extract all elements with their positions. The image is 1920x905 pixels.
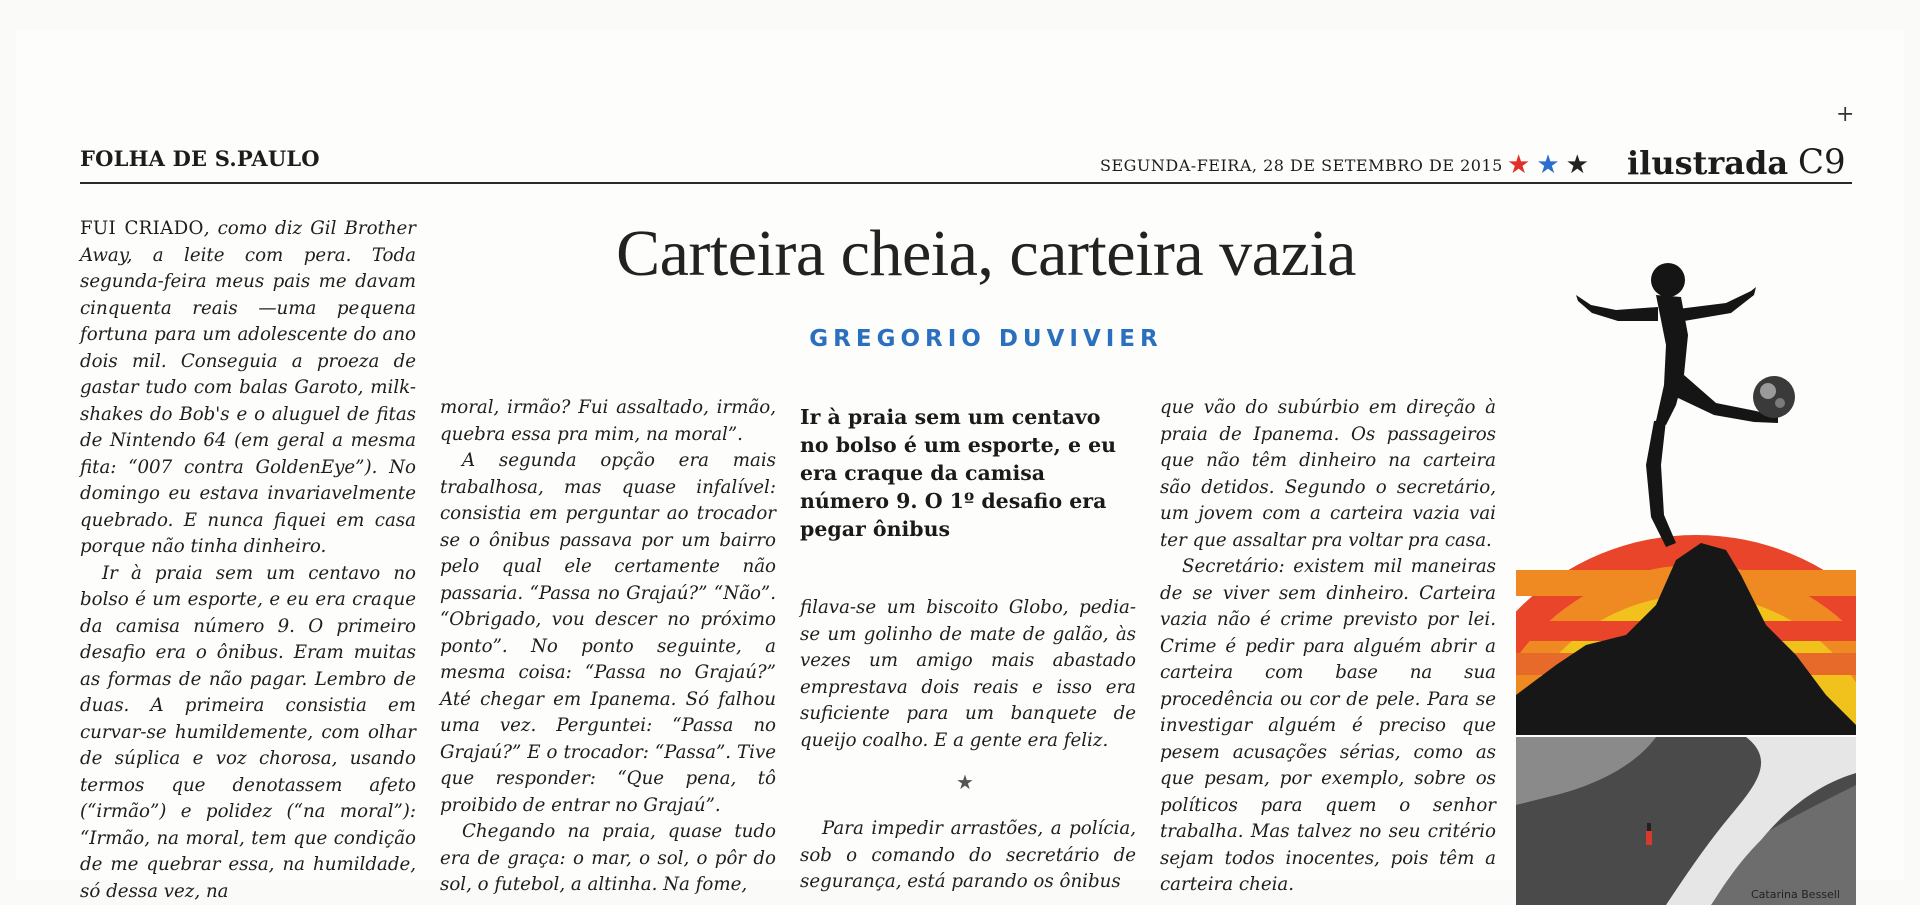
paragraph: que vão do subúrbio em direção à praia de Ipanema. Os passageiros que não têm dinheiro na carteira são detidos. Segundo o secretário, um jovem com a carteira vazia vai ter que assaltar pra voltar pra casa. <box>1160 395 1496 554</box>
newspaper-name: FOLHA DE S.PAULO <box>80 146 320 171</box>
paragraph: A segunda opção era mais trabalhosa, mas quase infalível: consistia em perguntar ao trocador se o ônibus passava por um bairro pelo qual ele certamente não passaria. “Passa no Grajaú?” “Não”. “Obrigado, vou descer no próximo ponto”. No ponto seguinte, a mesma coisa: “Passa no Grajaú?” Até chegar em Ipanema. Só falhou uma vez. Perguntei: “Passa no Grajaú?” E o trocador: “Passa”. Tive que responder: “Que pena, tô proibido de entrar no Grajaú”. <box>440 448 776 819</box>
newspaper-page <box>16 30 1904 880</box>
paragraph: FUI CRIADO, como diz Gil Brother Away, a leite com pera. Toda segunda-feira meus pais me davam cinquenta reais —uma pequena fortuna para um adolescente do ano dois mil. Conseguia a proeza de gastar tudo com balas Garoto, milk-shakes do Bob's e o aluguel de fitas de Nintendo 64 (em geral a mesma fita: “007 contra GoldenEye”). No domingo eu estava invariavelmente quebrado. E nunca fiquei em casa porque não tinha dinheiro. <box>80 216 416 561</box>
beach-football-collage-illustration <box>1516 225 1856 905</box>
headline: Carteira cheia, carteira vazia <box>456 216 1516 292</box>
paragraph: filava-se um biscoito Globo, pedia-se um golinho de mate de galão, às vezes um amigo mais abastado emprestava dois reais e isso era suficiente para um banquete de queijo coalho. E a gente era feliz. <box>800 595 1136 754</box>
page-number: C9 <box>1798 142 1846 182</box>
illustration-credit: Catarina Bessell <box>1751 888 1840 901</box>
paragraph: Chegando na praia, quase tudo era de graça: o mar, o sol, o pôr do sol, o futebol, a altinha. Na fome, <box>440 819 776 899</box>
article-column-2 <box>440 395 776 899</box>
section-break-star-icon: ★ <box>956 770 974 794</box>
paragraph: Ir à praia sem um centavo no bolso é um esporte, e eu era craque da camisa número 9. O primeiro desafio era o ônibus. Eram muitas as formas de não pagar. Lembro de duas. A primeira consistia em curvar-se humildemente, com olhar de súplica e voz chorosa, usando termos que denotassem afeto (“irmão”) e polidez (“na moral”): “Irmão, na moral, tem que condição de me quebrar essa, na humildade, só dessa vez, na <box>80 561 416 905</box>
masthead <box>80 140 1852 184</box>
pull-quote: Ir à praia sem um centavo no bolso é um esporte, e eu era craque da camisa número 9. O 1º desafio era pegar ônibus <box>800 403 1136 543</box>
registration-mark-icon: + <box>1836 102 1854 127</box>
stars-icon: ★★★ <box>1507 150 1595 180</box>
paragraph: Para impedir arrastões, a polícia, sob o comando do secretário de segurança, está parando os ônibus <box>800 816 1136 896</box>
section-name: ilustrada <box>1627 144 1788 182</box>
paragraph: Secretário: existem mil maneiras de se viver sem dinheiro. Carteira vazia não é crime previsto por lei. Crime é pedir para alguém abrir a carteira com base na sua procedência ou cor de pele. Para se investigar alguém é preciso que pesem acusações sérias, como as que pesam, por exemplo, sobre os políticos para quem o senhor trabalha. Mas talvez no seu critério sejam todos inocentes, pois têm a carteira cheia. <box>1160 554 1496 899</box>
byline: GREGORIO DUVIVIER <box>456 326 1516 352</box>
article-column-4 <box>1160 395 1496 899</box>
issue-date: SEGUNDA-FEIRA, 28 DE SETEMBRO DE 2015 <box>1100 156 1503 175</box>
article-column-1 <box>80 216 416 905</box>
paragraph: moral, irmão? Fui assaltado, irmão, quebra essa pra mim, na moral”. <box>440 395 776 448</box>
lead-in: FUI CRIADO <box>80 218 204 239</box>
article-column-3 <box>800 595 1136 896</box>
